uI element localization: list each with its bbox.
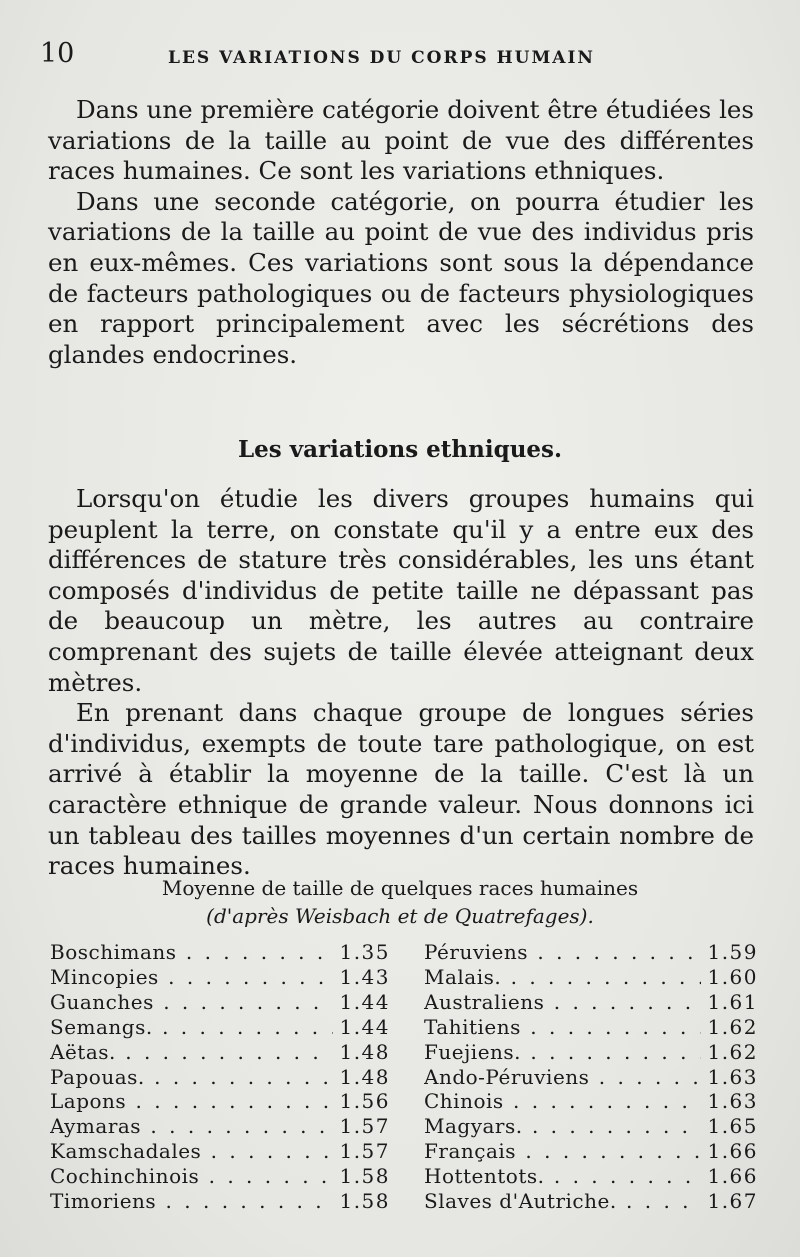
mean-height: 1.48: [339, 1064, 390, 1089]
table-row: [424, 1164, 758, 1189]
table-source: (d'après Weisbach et de Quatrefages).: [206, 904, 594, 928]
mean-height: 1.66: [707, 1139, 758, 1164]
table-row: [50, 990, 390, 1015]
table-row: [424, 940, 758, 965]
table-row: [424, 1065, 758, 1090]
height-table-right-column: [424, 940, 758, 1214]
paragraph: Dans une seconde catégorie, on pourra étudier les variations de la taille au point de vue des individus pris en eux-mêmes. Ces variations sont sous la dépendance de facteurs pathologiques ou de facteurs physiologiques en rapport principalement avec les sécrétions des glandes endocrines.: [48, 186, 754, 369]
race-name: Français . . .: [424, 1139, 701, 1164]
race-name: Aymaras . . .: [50, 1114, 333, 1139]
page-header: [40, 38, 760, 78]
race-name: Péruviens . . .: [424, 940, 701, 965]
table-caption: [0, 874, 800, 930]
table-row: [50, 1015, 390, 1040]
mean-height: 1.62: [707, 1014, 758, 1039]
mean-height: 1.61: [707, 989, 758, 1014]
mean-height: 1.43: [339, 964, 390, 989]
running-head: LES VARIATIONS DU CORPS HUMAIN: [168, 48, 595, 68]
table-row: [50, 1114, 390, 1139]
race-name: Cochinchinois . . .: [50, 1164, 333, 1189]
section-heading: Les variations ethniques.: [238, 436, 562, 463]
race-name: Hottentots. . . .: [424, 1164, 701, 1189]
race-name: Malais. . . .: [424, 965, 701, 990]
mean-height: 1.57: [339, 1139, 390, 1164]
race-name: Boschimans . . .: [50, 940, 333, 965]
table-row: [50, 1139, 390, 1164]
page-number: 10: [40, 38, 75, 69]
race-name: Magyars. . . .: [424, 1114, 701, 1139]
mean-height: 1.60: [707, 964, 758, 989]
race-name: Papouas. . . .: [50, 1065, 333, 1090]
table-row: [50, 965, 390, 990]
race-name: Chinois . . .: [424, 1089, 701, 1114]
table-row: [50, 1040, 390, 1065]
table-row: [424, 1040, 758, 1065]
section-text: [48, 484, 754, 882]
table-row: [424, 1015, 758, 1040]
race-name: Lapons . . .: [50, 1089, 333, 1114]
mean-height: 1.58: [339, 1189, 390, 1214]
race-name: Guanches . . .: [50, 990, 333, 1015]
intro-text: [48, 95, 754, 370]
mean-height: 1.59: [707, 940, 758, 964]
mean-height: 1.63: [707, 1089, 758, 1114]
table-title: Moyenne de taille de quelques races humaines: [161, 876, 639, 900]
mean-height: 1.62: [707, 1039, 758, 1064]
race-name: Tahitiens . . .: [424, 1015, 701, 1040]
table-row: [424, 965, 758, 990]
table-row: [424, 1114, 758, 1139]
paragraph: Lorsqu'on étudie les divers groupes humains qui peuplent la terre, on constate qu'il y a entre eux des différences de stature très considérables, les uns étant composés d'individus de petite taille ne dépassant pas de beaucoup un mètre, les autres au contraire comprenant des sujets de taille élevée atteignant deux mètres.: [48, 484, 754, 697]
race-name: Australiens . . .: [424, 990, 701, 1015]
mean-height: 1.35: [339, 940, 390, 964]
table-row: [424, 1189, 758, 1214]
table-row: [424, 1139, 758, 1164]
height-table-left-column: [50, 940, 390, 1214]
table-row: [424, 1089, 758, 1114]
table-row: [50, 1189, 390, 1214]
table-row: [50, 1065, 390, 1090]
race-name: Ando-Péruviens . . .: [424, 1065, 701, 1090]
mean-height: 1.63: [707, 1064, 758, 1089]
race-name: Semangs. . . .: [50, 1015, 333, 1040]
race-name: Timoriens . . .: [50, 1189, 333, 1214]
mean-height: 1.58: [339, 1164, 390, 1189]
table-row: [50, 940, 390, 965]
mean-height: 1.44: [339, 989, 390, 1014]
paragraph: Dans une première catégorie doivent être étudiées les variations de la taille au point de vue des différentes races humaines. Ce sont les variations ethniques.: [48, 95, 754, 186]
mean-height: 1.67: [707, 1189, 758, 1214]
mean-height: 1.57: [339, 1114, 390, 1139]
table-row: [50, 1164, 390, 1189]
table-row: [50, 1089, 390, 1114]
mean-height: 1.48: [339, 1039, 390, 1064]
mean-height: 1.56: [339, 1089, 390, 1114]
mean-height: 1.65: [707, 1114, 758, 1139]
table-row: [424, 990, 758, 1015]
race-name: Slaves d'Autriche. . . .: [424, 1189, 701, 1214]
race-name: Mincopies . . .: [50, 965, 333, 990]
race-name: Aëtas. . . .: [50, 1040, 333, 1065]
mean-height: 1.66: [707, 1164, 758, 1189]
race-name: Fuejiens. . . .: [424, 1040, 701, 1065]
paragraph: En prenant dans chaque groupe de longues séries d'individus, exempts de toute tare pathologique, on est arrivé à établir la moyenne de la taille. C'est là un caractère ethnique de grande valeur. Nous donnons ici un tableau des tailles moyennes d'un certain nombre de races humaines.: [48, 698, 754, 881]
race-name: Kamschadales . . .: [50, 1139, 333, 1164]
mean-height: 1.44: [339, 1014, 390, 1039]
